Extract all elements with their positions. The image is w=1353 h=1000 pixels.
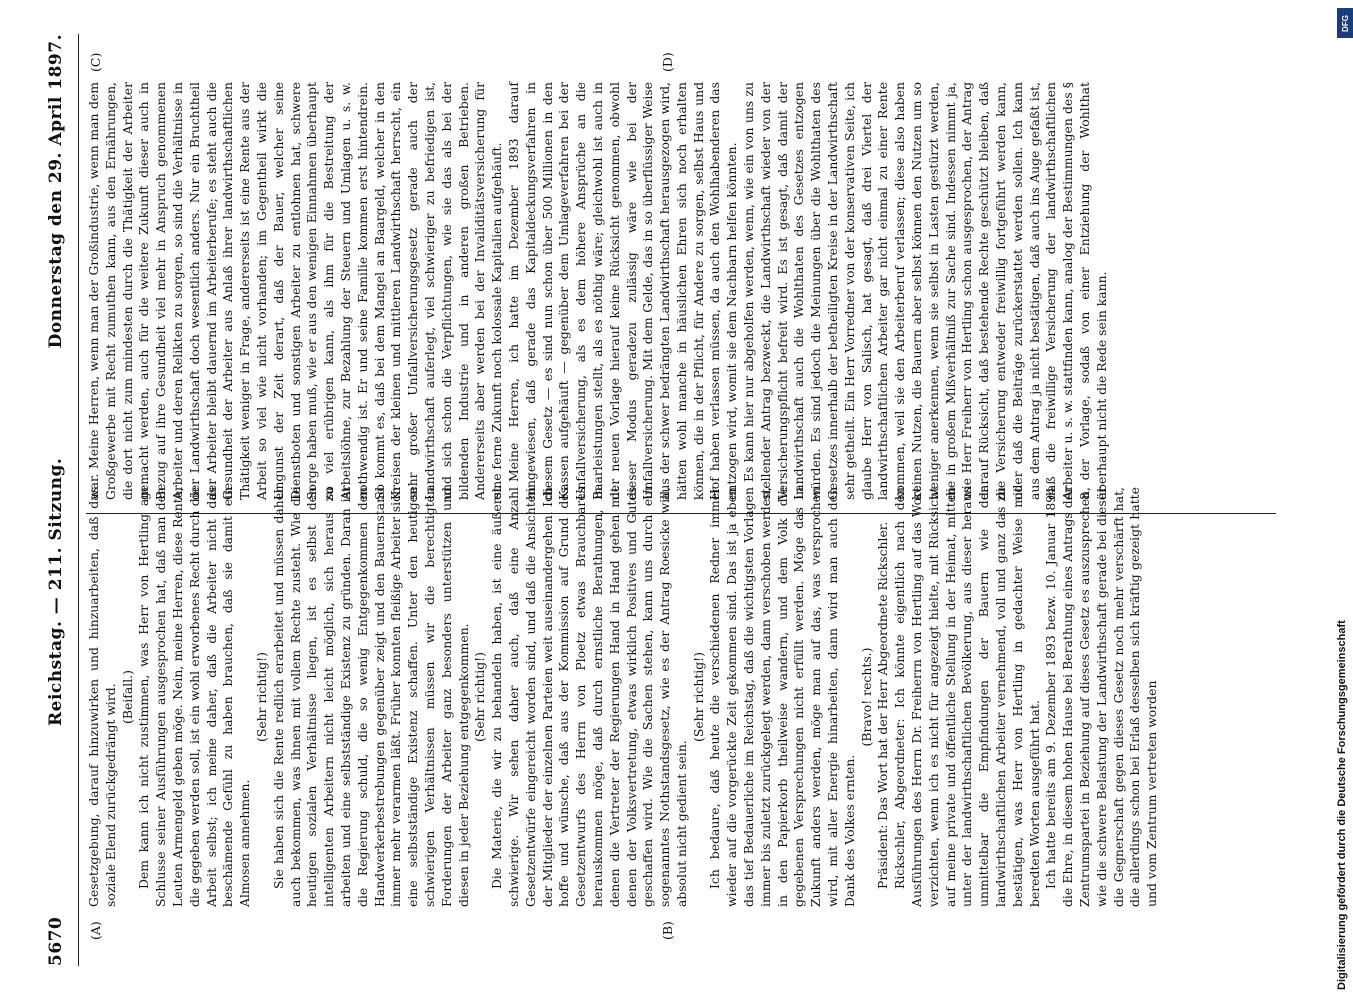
interjection: (Bravo! rechts.): [858, 647, 874, 747]
paragraph: Dem kann ich nicht zustimmen, was Herr von Hertling am Schlusse seiner Ausführungen ausgesprochen hat, daß man den Leuten Armengeld geben möge. Nein, meine Herren, diese Rente, die gegeben werden soll, ist ein wohl erworbenes Recht durch die Arbeit selbst; ich meine daher, daß die Arbeiter nicht das beschämende Gefühl zu haben brauchen, daß sie damit ein Almosen annehmen.: [136, 487, 253, 907]
interjection: (Beifall.): [119, 670, 135, 724]
margin-marker-c: (C): [88, 52, 103, 72]
header-rule: [78, 34, 79, 966]
paragraph: Meine Herren, ich hatte im Dezember 1893 darauf hingewiesen, daß gerade das Kapitaldeckungsverfahren in diesem Gesetz — es sind nun schon über 500 Millionen in den Kassen aufgehäuft — gegenüber dem Umlageverfahren bei der Unfallversicherung, als es dem höhere Ansprüche an die Baarleistungen stellt, als es nöthig wäre; gleichwohl ist auch in der neuen Vorlage hierauf keine Rücksicht genommen, obwohl dieser Modus geradezu zulässig wäre wie bei der Unfallversicherung. Mit dem Gelde, das in so überflüssiger Weise aus der schwer bedrängten Landwirthschaft herausgezogen wird, hätten wohl manche in häuslichen Ehren sich noch erhalten können, die in der Pflicht, für Andere zu sorgen, selbst Haus und Hof haben verlassen müssen, da auch den Wohlhabenderen das entzogen wird, womit sie dem Nachbarn helfen könnten.: [505, 82, 740, 500]
page-header: [40, 34, 76, 966]
paragraph: Präsident: Das Wort hat der Herr Abgeordnete Rickschler.: [875, 521, 891, 889]
right-column: [86, 82, 1111, 500]
digitization-credit: Digitalisierung gefördert durch die Deutsche Forschungsgemeinschaft: [1336, 620, 1348, 990]
page-number: 5670: [46, 916, 66, 966]
paragraph: Die Materie, die wir zu behandeln haben, ist eine äußerst schwierige. Wir sehen daher auch, daß eine Anzahl Gesetzentwürfe eingereicht worden sind, und daß die Ansichten der Mitglieder der einzelnen Parteien weit auseinandergehen. Ich hoffe und wünsche, daß aus der Kommission auf Grund des Gesetzentwurfs des Herrn von Ploetz etwas Brauchbares herauskommen möge, daß durch ernstliche Berathungen, in denen die Vertreter der Regierungen Hand in Hand gehen mit denen der Volksvertretung, etwas wirklich Positives und Gutes geschaffen wird. Wie die Sachen stehen, kann uns durch ein sogenanntes Nothstandsgesetz, wie es der Antrag Roesicke will, absolut nicht gedient sein.: [489, 487, 689, 907]
paragraph: Ich bedaure, daß heute die verschiedenen Redner immer wieder auf die vorgerückte Zeit gekommen sind. Das ist ja eben das tief Bedauerliche im Reichstag, daß die wichtigsten Vorlagen immer bis zuletzt zurückgelegt werden, dann verschoben werden, in den Papierkorb theilweise wandern, und dem Volk die gegebenen Versprechungen nicht erfüllt werden. Möge das in Zukunft anders werden, möge man auf das, was versprochen wird, mit aller Energie hinarbeiten, dann wird man auch den Dank des Volkes ernten.: [707, 487, 857, 907]
interjection: (Sehr richtig!): [690, 652, 706, 742]
paragraph: Rickschler, Abgeordneter: Ich könnte eigentlich nach den Ausführungen des Herrn Dr. Freiherrn von Hertling auf das Wort verzichten, wenn ich es nicht für angezeigt hielte, mit Rücksicht auf meine private und öffentliche Stellung in der Heimat, mitten unter der landwirthschaftlichen Bevölkerung, aus dieser heraus unmittelbar die Empfindungen der Bauern wie der landwirthschaftlichen Arbeiter vernehmend, voll und ganz das zu bestätigen, was Herr von Hertling in gedachter Weise mit beredten Worten ausgeführt hat.: [892, 487, 1042, 907]
interjection: (Sehr richtig!): [253, 652, 269, 742]
margin-marker-d: (D): [660, 52, 675, 72]
paragraph: war. Meine Herren, wenn man der Großindustrie, wenn man dem Großgewerbe mit Recht zumuthen kann, aus den Ernährungen, die dort nicht zum mindesten durch die Thätigkeit der Arbeiter gemacht werden, auch für die weitere Zukunft dieser auch in Bezug auf ihre Gesundheit viel mehr in Anspruch genommenen Arbeiter und deren Relikten zu sorgen, so sind die Verhältnisse in der Landwirthschaft doch wesentlich anders. Nur ein Bruchtheil der Arbeiter bleibt dauernd im Arbeiterberufe; es steht auch die Gesundheit der Arbeiter aus Anlaß ihrer landwirthschaftlichen Thätigkeit weniger in Frage, andererseits ist eine Rente aus der Arbeit so viel wie nicht vorhanden; im Gegentheil wirkt die Ungunst der Zeit derart, daß der Bauer, welcher seine Dienstboten und sonstigen Arbeiter zu entlohnen hat, schwere Sorge haben muß, wie er aus den wenigen Einnahmen überhaupt so viel erübrigen kann, als ihm für die Bestreitung der Arbeitslöhne, zur Bezahlung der Steuern und Umlagen u. s. w. nothwendig ist. Er und seine Familie kommen erst hintendrein. So kommt es, daß bei dem Mangel an Baargeld, welcher in den Kreisen der kleinen und mittleren Landwirthschaft herrscht, ein sehr großer Unfallversicherungsgesetz gerade auch der Landwirthschaft auferlegt, viel schwieriger zu befriedigen ist, und sich schon die Verpflichtungen, wie sie das als bei der bildenden Industrie und in anderen großen Betrieben. Andererseits aber werden bei der Invaliditätsversicherung für eine ferne Zukunft noch kolossale Kapitalien aufgehäuft.: [86, 82, 505, 500]
paragraph: Es kann hier nur abgeholfen werden, wenn, wie ein von uns zu stellender Antrag bezweckt, die Landwirthschaft wieder von der Versicherungspflicht befreit wird. Es ist gesagt, daß damit der Landwirthschaft auch die Wohlthaten des Gesetzes entzogen würden. Es sind jedoch die Meinungen über die Wohlthaten des Gesetzes innerhalb der betheiligten Kreise in der Landwirthschaft sehr getheilt. Ein Herr Vorredner von der konservativen Seite, ich glaube Herr von Salisch, hat gesagt, daß drei Viertel der landwirthschaftlichen Arbeiter gar nicht einmal zu einer Rente kommen, weil sie den Arbeiterberuf verlassen; diese also haben keinen Nutzen, die Bauern aber selbst können den Nutzen um so weniger anerkennen, wenn sie selbst in Lasten gestürzt werden, die in großem Mißverhältniß zur Sache sind. Indessen nimmt ja, wie Herr Freiherr von Hertling schon ausgesprochen, der Antrag darauf Rücksicht, daß bestehende Rechte geschützt bleiben, daß die Versicherung entweder freiwillig fortgeführt werden kann, oder daß die Beiträge zurückerstattet werden sollen. Ich kann aus dem Antrag ja nicht bestätigen, daß auch ins Auge gefaßt ist, daß die freiwillige Versicherung der landwirthschaftlichen Arbeiter u. s. w. stattfinden kann, analog der Bestimmungen des § 8 der Vorlage, sodaß von einer Entziehung der Wohlthat überhaupt nicht die Rede sein kann.: [741, 82, 1109, 500]
margin-marker-b: (B): [660, 921, 675, 940]
interjection: (Sehr richtig!): [472, 652, 488, 742]
column-divider: [86, 513, 1276, 514]
margin-marker-a: (A): [88, 921, 103, 940]
session-date: Donnerstag den 29. April 1897.: [46, 34, 66, 349]
dfg-logo: DFG: [1337, 8, 1353, 38]
paragraph: Ich hatte bereits am 9. Dezember 1893 bezw. 10. Januar 1894 die Ehre, in diesem hohen Hause bei Berathung eines Antrags der Zentrumspartei in Beziehung auf dieses Gesetz es auszusprechen, wie die schwere Belastung der Landwirthschaft gerade bei dieser die Gegnerschaft gegen dieses Gesetz noch mehr verschärft hat, die allerdings schon bei Erlaß desselben sich kräftig gezeigt hatte und vom Zentrum vertreten worden: [1043, 487, 1160, 907]
paragraph: Sie haben sich die Rente redlich erarbeitet und müssen daher auch bekommen, was ihnen mit vollem Rechte zusteht. Wie die heutigen sozialen Verhältnisse liegen, ist es selbst den intelligenten Arbeitern nicht leicht möglich, sich heraus zu arbeiten und eine selbstständige Existenz zu gründen. Daran ist die Regierung schuld, die so wenig Entgegenkommen den Handwerkerbestrebungen gegenüber zeigt und den Bauernstand immer mehr verarmen läßt. Früher konnten fleißige Arbeiter sich eine selbstständige Existenz schaffen. Unter den heutigen schwierigen Verhältnissen müssen wir die berechtigten Forderungen der Arbeiter ganz besonders unterstützen und diesen in jeder Beziehung entgegenkommen.: [270, 487, 471, 907]
session-title: Reichstag. — 211. Sitzung.: [46, 457, 66, 726]
paragraph: Gesetzgebung, darauf hinzuwirken und hinzuarbeiten, daß das soziale Elend zurückgedrängt wird.: [86, 487, 118, 907]
left-column: [86, 487, 1161, 907]
